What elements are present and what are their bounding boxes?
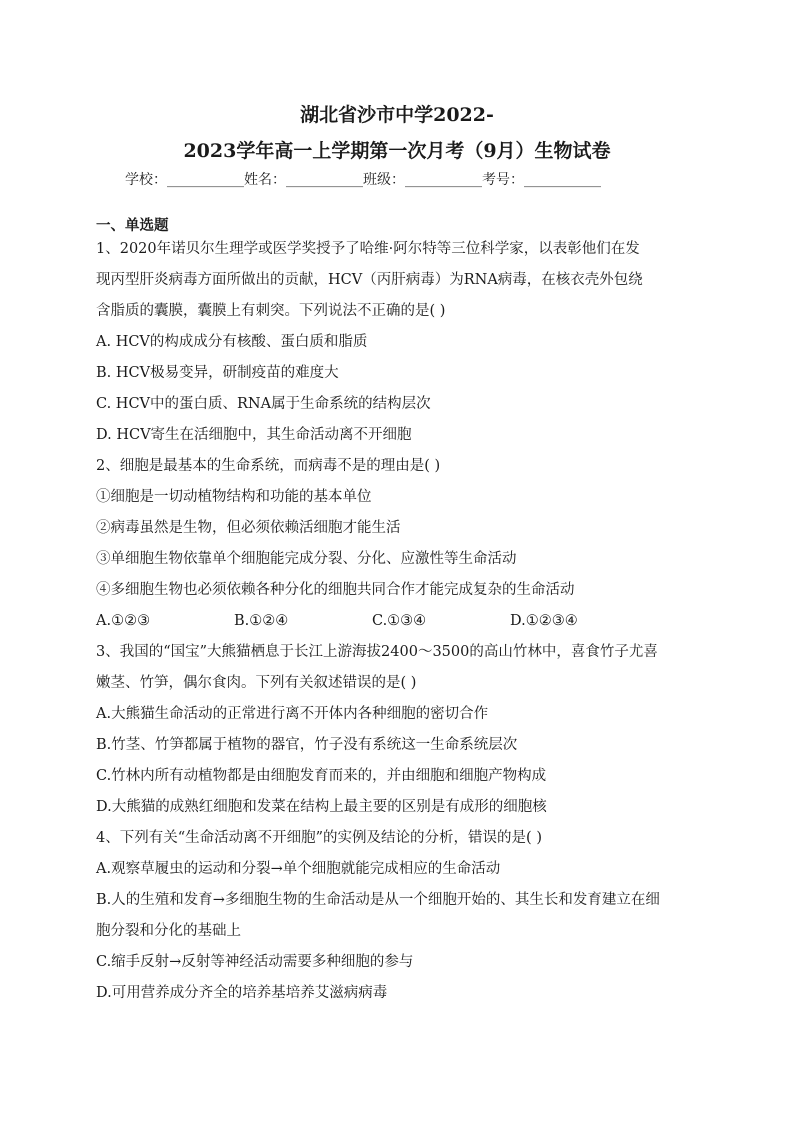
option-b: B.①②④ xyxy=(234,613,289,629)
text-line: ③单细胞生物依靠单个细胞能完成分裂、分化、应激性等生命活动 xyxy=(96,551,517,567)
text-line: 2、细胞是最基本的生命系统，而病毒不是的理由是( ) xyxy=(96,458,441,474)
text-line: B.竹茎、竹笋都属于植物的器官，竹子没有系统这一生命系统层次 xyxy=(96,737,518,753)
text-line: ①细胞是一切动植物结构和功能的基本单位 xyxy=(96,489,372,505)
student-info-line: 学校：___________姓名：___________班级：___________考号：___________ xyxy=(125,172,601,188)
text-line: ②病毒虽然是生物，但必须依赖活细胞才能生活 xyxy=(96,520,401,536)
text-line: A.大熊猫生命活动的正常进行离不开体内各种细胞的密切合作 xyxy=(96,706,489,722)
q2-options xyxy=(96,611,716,631)
text-line: D.大熊猫的成熟红细胞和发菜在结构上最主要的区别是有成形的细胞核 xyxy=(96,799,547,815)
text-line: 3、我国的“国宝”大熊猫栖息于长江上游海拔2400～3500的高山竹林中，喜食竹子尤喜 xyxy=(96,644,658,660)
text-line: B.人的生殖和发育→多细胞生物的生命活动是从一个细胞开始的、其生长和发育建立在细 xyxy=(96,892,660,908)
section-heading: 一、单选题 xyxy=(96,217,169,234)
text-line: D. HCV寄生在活细胞中，其生命活动离不开细胞 xyxy=(96,427,412,443)
text-line: C.竹林内所有动植物都是由细胞发育而来的，并由细胞和细胞产物构成 xyxy=(96,768,547,784)
text-line: 现丙型肝炎病毒方面所做出的贡献，HCV（丙肝病毒）为RNA病毒，在核衣壳外包绕 xyxy=(96,272,643,288)
option-a: A.①②③ xyxy=(96,613,151,629)
text-line: C. HCV中的蛋白质、RNA属于生命系统的结构层次 xyxy=(96,396,431,412)
text-line: 含脂质的囊膜，囊膜上有刺突。下列说法不正确的是( ) xyxy=(96,303,446,319)
exam-title-line2: 2023学年高一上学期第一次月考（9月）生物试卷 xyxy=(183,140,611,162)
text-line: D.可用营养成分齐全的培养基培养艾滋病病毒 xyxy=(96,985,388,1001)
text-line: 嫩茎、竹笋，偶尔食肉。下列有关叙述错误的是( ) xyxy=(96,675,417,691)
text-line: A. HCV的构成成分有核酸、蛋白质和脂质 xyxy=(96,334,368,350)
text-line: ④多细胞生物也必须依赖各种分化的细胞共同合作才能完成复杂的生命活动 xyxy=(96,582,575,598)
text-line: 4、下列有关“生命活动离不开细胞”的实例及结论的分析，错误的是( ) xyxy=(96,830,542,846)
option-d: D.①②③④ xyxy=(510,613,578,629)
option-c: C.①③④ xyxy=(372,613,427,629)
text-line: B. HCV极易变异，研制疫苗的难度大 xyxy=(96,365,339,381)
exam-title-line1: 湖北省沙市中学2022- xyxy=(300,104,494,126)
text-line: A.观察草履虫的运动和分裂→单个细胞就能完成相应的生命活动 xyxy=(96,861,501,877)
text-line: 胞分裂和分化的基础上 xyxy=(96,923,241,939)
text-line: C.缩手反射→反射等神经活动需要多种细胞的参与 xyxy=(96,954,414,970)
text-line: 1、2020年诺贝尔生理学或医学奖授予了哈维·阿尔特等三位科学家，以表彰他们在发 xyxy=(96,241,640,257)
